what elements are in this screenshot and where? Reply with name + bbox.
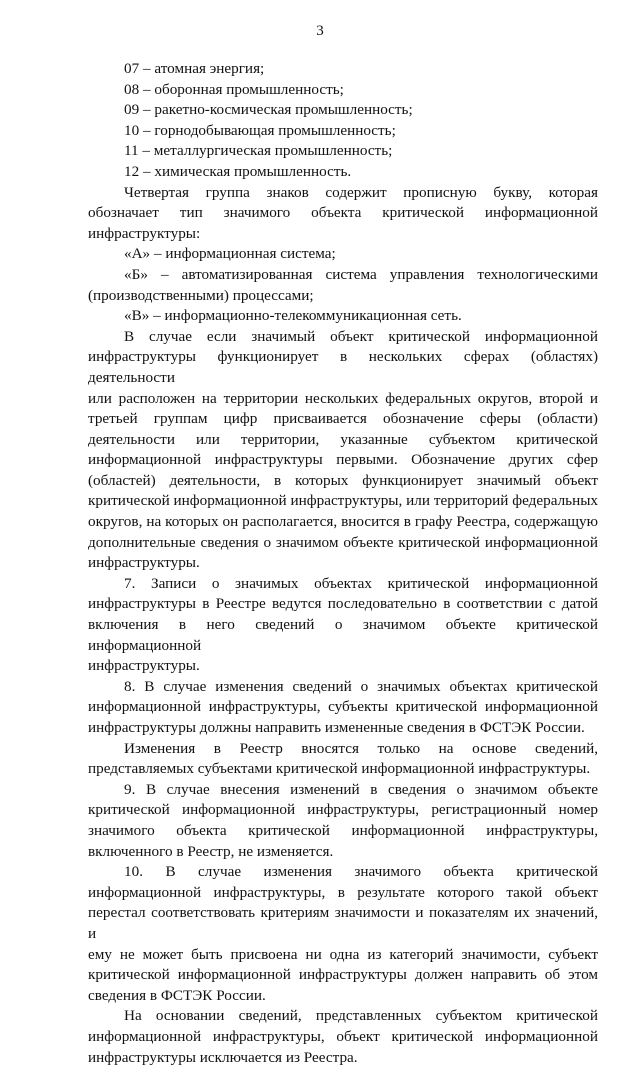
- text-line: или расположен на территории нескольких федеральных округов, второй и: [88, 389, 598, 410]
- text-line: В случае если значимый объект критической информационной: [88, 327, 598, 348]
- text-line: 10. В случае изменения значимого объекта критической: [88, 862, 598, 883]
- text-line: информационной инфраструктуры, в результате которого такой объект: [88, 883, 598, 904]
- text-line: представляемых субъектами критической информационной инфраструктуры.: [88, 759, 598, 780]
- text-line: инфраструктуры:: [88, 224, 598, 245]
- text-line: «А» – информационная система;: [88, 244, 598, 265]
- text-line: ему не может быть присвоена ни одна из категорий значимости, субъект: [88, 945, 598, 966]
- text-line: информационной инфраструктуры, объект критической информационной: [88, 1027, 598, 1048]
- text-line: инфраструктуры в Реестре ведутся последовательно в соответствии с датой: [88, 594, 598, 615]
- text-line: 07 – атомная энергия;: [88, 59, 598, 80]
- text-line: критической информационной инфраструктуры, регистрационный номер: [88, 800, 598, 821]
- text-line: Изменения в Реестр вносятся только на основе сведений,: [88, 739, 598, 760]
- text-line: «В» – информационно-телекоммуникационная сеть.: [88, 306, 598, 327]
- text-line: перестал соответствовать критериям значимости и показателям их значений, и: [88, 903, 598, 944]
- text-line: включения в него сведений о значимом объекте критической информационной: [88, 615, 598, 656]
- text-line: инфраструктуры.: [88, 656, 598, 677]
- text-line: «Б» – автоматизированная система управления технологическими: [88, 265, 598, 286]
- text-line: дополнительные сведения о значимом объекте критической информационной: [88, 533, 598, 554]
- document-body: [88, 59, 598, 1068]
- text-line: (областей) деятельности, в которых функционирует значимый объект: [88, 471, 598, 492]
- text-line: 9. В случае внесения изменений в сведения о значимом объекте: [88, 780, 598, 801]
- text-line: деятельности или территории, указанные субъектом критической: [88, 430, 598, 451]
- page-number: 3: [0, 22, 640, 40]
- text-line: информационной инфраструктуры первыми. Обозначение других сфер: [88, 450, 598, 471]
- text-line: 8. В случае изменения сведений о значимых объектах критической: [88, 677, 598, 698]
- text-line: 08 – оборонная промышленность;: [88, 80, 598, 101]
- text-line: третьей группам цифр присваивается обозначение сферы (области): [88, 409, 598, 430]
- text-line: сведения в ФСТЭК России.: [88, 986, 598, 1007]
- text-line: значимого объекта критической информационной инфраструктуры,: [88, 821, 598, 842]
- text-line: инфраструктуры функционирует в нескольких сферах (областях) деятельности: [88, 347, 598, 388]
- text-line: 7. Записи о значимых объектах критической информационной: [88, 574, 598, 595]
- text-line: критической информационной инфраструктуры, или территорий федеральных: [88, 491, 598, 512]
- text-line: округов, на которых он располагается, вносится в графу Реестра, содержащую: [88, 512, 598, 533]
- text-line: инфраструктуры исключается из Реестра.: [88, 1048, 598, 1068]
- text-line: 12 – химическая промышленность.: [88, 162, 598, 183]
- text-line: 11 – металлургическая промышленность;: [88, 141, 598, 162]
- text-line: Четвертая группа знаков содержит прописную букву, которая: [88, 183, 598, 204]
- text-line: На основании сведений, представленных субъектом критической: [88, 1006, 598, 1027]
- text-line: 10 – горнодобывающая промышленность;: [88, 121, 598, 142]
- text-line: (производственными) процессами;: [88, 286, 598, 307]
- text-line: 09 – ракетно-космическая промышленность;: [88, 100, 598, 121]
- text-line: обозначает тип значимого объекта критической информационной: [88, 203, 598, 224]
- text-line: включенного в Реестр, не изменяется.: [88, 842, 598, 863]
- text-line: информационной инфраструктуры, субъекты критической информационной: [88, 697, 598, 718]
- text-line: критической информационной инфраструктуры должен направить об этом: [88, 965, 598, 986]
- text-line: инфраструктуры.: [88, 553, 598, 574]
- text-line: инфраструктуры должны направить измененные сведения в ФСТЭК России.: [88, 718, 598, 739]
